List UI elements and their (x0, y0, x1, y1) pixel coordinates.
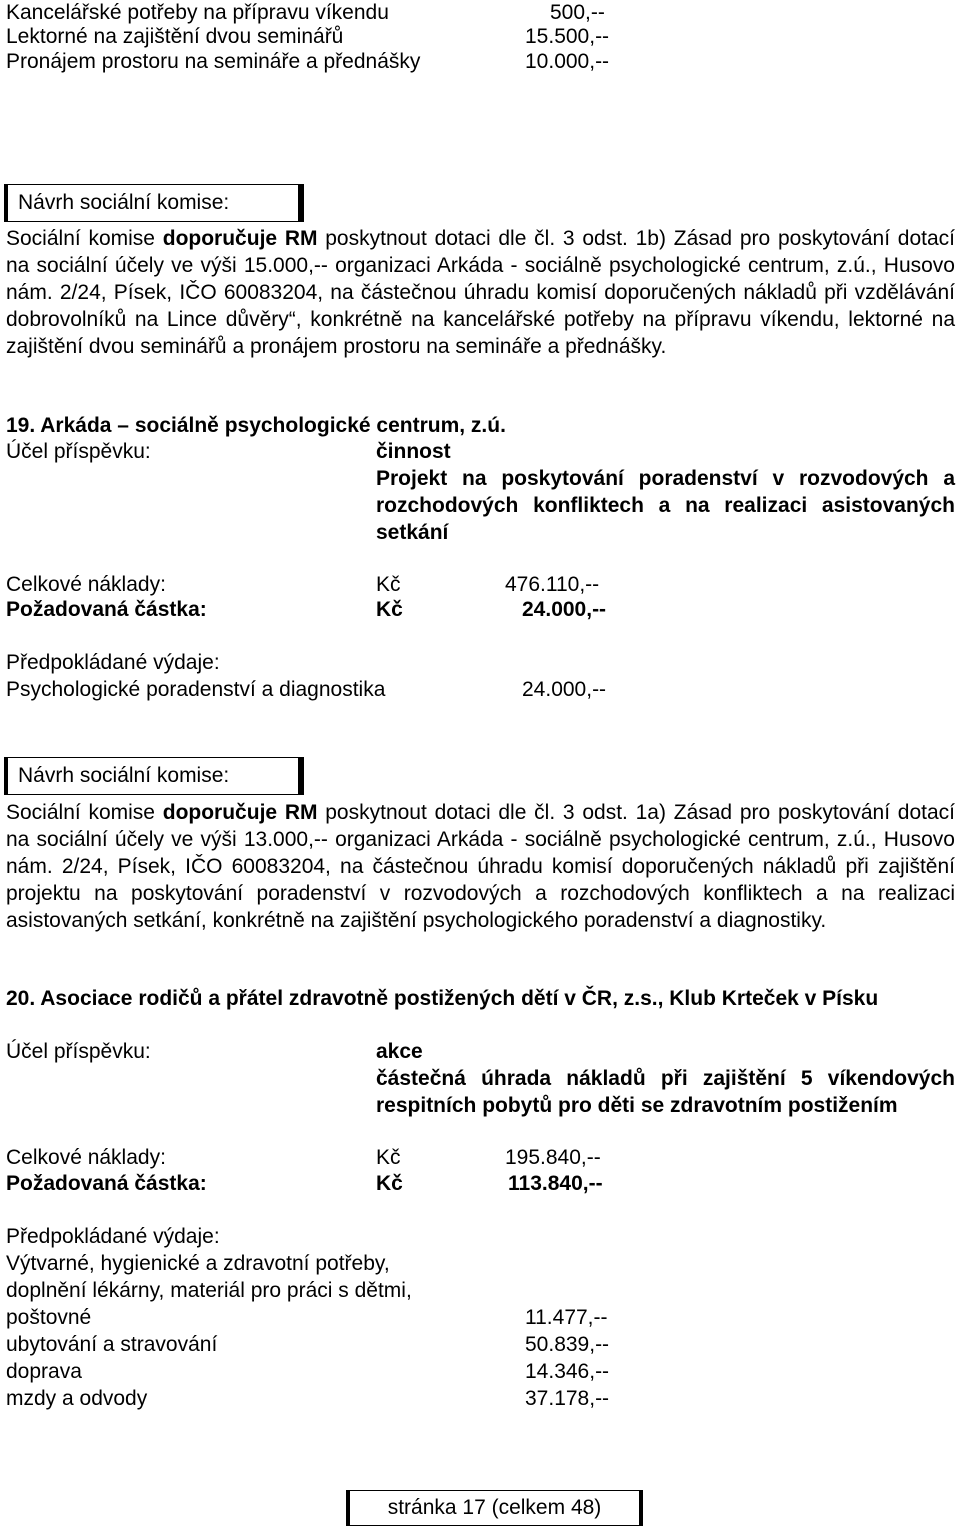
proposal-recommend: doporučuje RM (162, 227, 318, 250)
purpose-type: akce (376, 1040, 423, 1063)
total-costs-currency: Kč (376, 573, 401, 596)
expense-intro: doplnění lékárny, materiál pro práci s dětmi, (6, 1279, 412, 1302)
expected-expenses-label: Předpokládané výdaje: (6, 651, 220, 674)
expense-intro: Výtvarné, hygienické a zdravotní potřeby, (6, 1252, 390, 1275)
proposal-lead: Sociální komise (6, 227, 163, 250)
proposal-box-2: Návrh sociální komise: (4, 757, 304, 795)
proposal-body: poskytnout dotaci dle čl. 3 odst. 1b) Zásad pro poskytování dotací na sociální účely ve výši 15.000,-- organizaci Arkáda - sociálně psychologické centrum, z.ú., Husovo nám. 2/24, Písek, IČO 60083204, na částečnou úhradu komisí doporučených nákladů při vzdělávání dobrovolníků na Lince důvěry“, konkrétně na kancelářské potřeby na přípravu víkendu, lektorné na zajištění dvou seminářů a pronájem prostoru na semináře a přednášky. (6, 227, 955, 358)
requested-amount-value: 24.000,-- (522, 598, 607, 621)
expense-amount: 15.500,-- (525, 25, 610, 48)
expense-line (6, 0, 389, 25)
expense-label: Lektorné na zajištění dvou seminářů (6, 25, 344, 48)
expense-label: doprava (6, 1360, 82, 1383)
requested-amount-currency: Kč (376, 1172, 403, 1195)
requested-amount-label: Požadovaná částka: (6, 598, 207, 621)
item-20-heading (6, 985, 955, 1012)
proposal-box-1: Návrh sociální komise: (4, 184, 304, 222)
item-name: Asociace rodičů a přátel zdravotně postižených dětí v ČR, z.s., Klub Krteček v Písku (40, 987, 879, 1010)
expense-amount: 500,-- (550, 1, 605, 24)
item-number: 19. (6, 414, 36, 437)
total-costs-value: 476.110,-- (505, 573, 600, 596)
purpose-description: Projekt na poskytování poradenství v rozvodových a rozchodových konfliktech a na realizaci asistovaných setkání (376, 467, 955, 544)
expense-label: ubytování a stravování (6, 1333, 218, 1356)
expense-label: Kancelářské potřeby na přípravu víkendu (6, 1, 389, 24)
total-costs-currency: Kč (376, 1146, 401, 1169)
expense-line (6, 49, 420, 74)
expense-label: poštovné (6, 1306, 92, 1329)
expense-amount: 10.000,-- (525, 50, 610, 73)
expected-expenses-label: Předpokládané výdaje: (6, 1225, 220, 1248)
expense-line (6, 24, 343, 49)
item-19-heading (6, 413, 506, 438)
page-number-box: stránka 17 (celkem 48) (346, 1490, 643, 1526)
total-costs-value: 195.840,-- (505, 1146, 601, 1169)
purpose-label: Účel příspěvku: (6, 440, 151, 463)
purpose-description: částečná úhrada nákladů při zajištění 5 víkendových respitních pobytů pro děti se zdravotním postižením (376, 1067, 955, 1117)
requested-amount-currency: Kč (376, 598, 403, 621)
expense-amount: 50.839,-- (525, 1333, 610, 1356)
proposal-body: poskytnout dotaci dle čl. 3 odst. 1a) Zásad pro poskytování dotací na sociální účely ve výši 13.000,-- organizaci Arkáda - sociálně psychologické centrum, z.ú., Husovo nám. 2/24, Písek, IČO 60083204, na částečnou úhradu komisí doporučených nákladů při zajištění projektu na poskytování poradenství v rozvodových a rozchodových konfliktech a na realizaci asistovaných setkání, konkrétně na zajištění psychologického poradenství a diagnostiky. (6, 801, 955, 932)
expense-label: mzdy a odvody (6, 1387, 148, 1410)
purpose-type: činnost (376, 440, 451, 463)
expense-label: Pronájem prostoru na semináře a přednášky (6, 50, 421, 73)
item-name: Arkáda – sociálně psychologické centrum, z.ú. (40, 414, 506, 437)
expense-label: Psychologické poradenství a diagnostika (6, 678, 386, 701)
proposal-lead: Sociální komise (6, 801, 163, 824)
purpose-label: Účel příspěvku: (6, 1040, 151, 1063)
requested-amount-label: Požadovaná částka: (6, 1172, 207, 1195)
expense-amount: 37.178,-- (525, 1387, 610, 1410)
proposal-text-2 (6, 799, 955, 934)
expense-amount: 24.000,-- (522, 678, 607, 701)
item-number: 20. (6, 987, 36, 1010)
total-costs-label: Celkové náklady: (6, 1146, 166, 1169)
expense-amount: 14.346,-- (525, 1360, 610, 1383)
expense-amount: 11.477,-- (525, 1306, 608, 1329)
total-costs-label: Celkové náklady: (6, 573, 166, 596)
requested-amount-value: 113.840,-- (508, 1172, 603, 1195)
proposal-recommend: doporučuje RM (162, 801, 318, 824)
proposal-text-1 (6, 225, 955, 360)
